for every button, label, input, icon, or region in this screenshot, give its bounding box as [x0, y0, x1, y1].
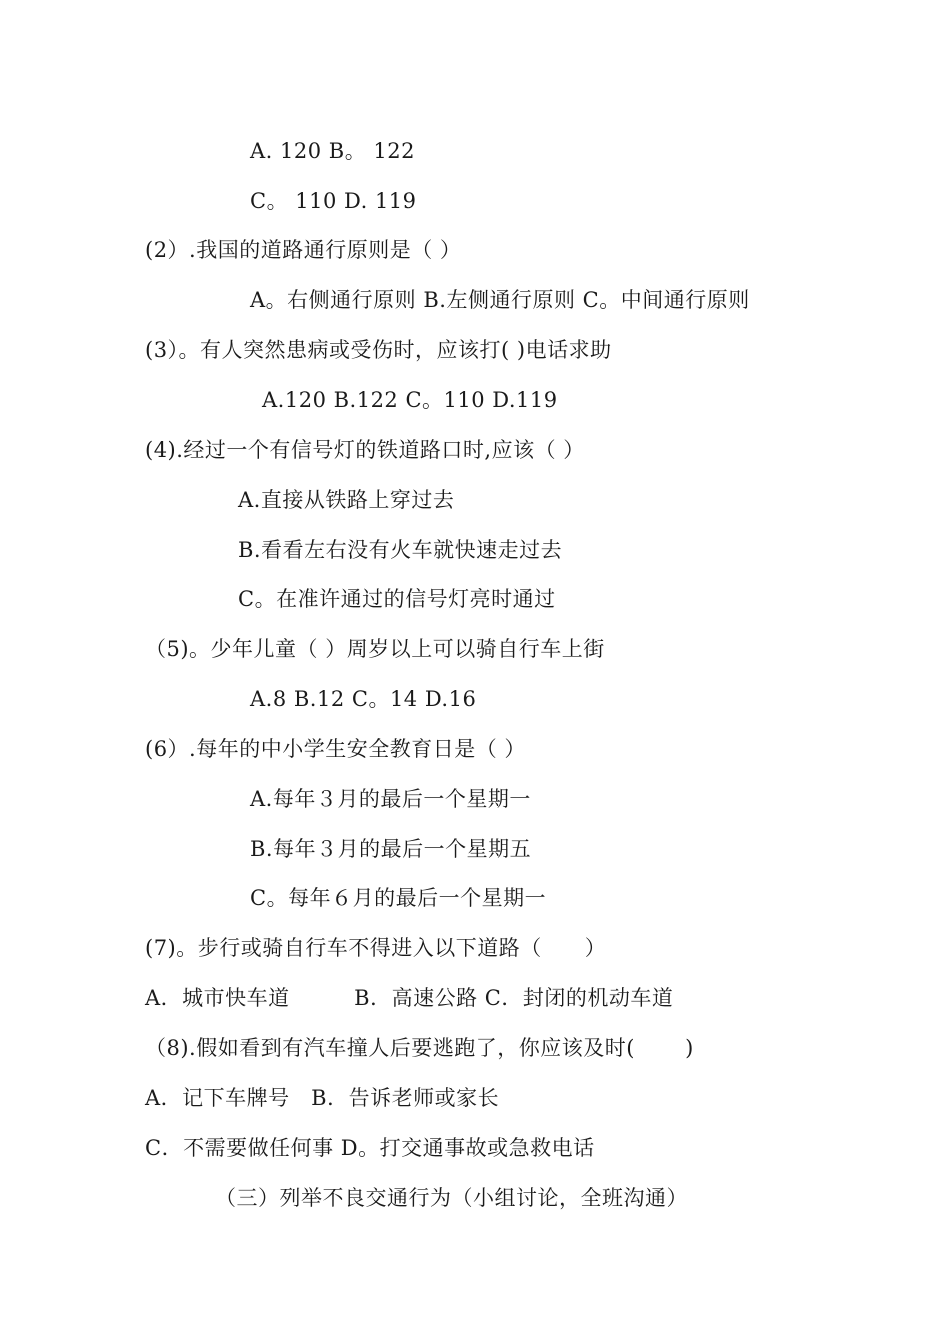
q8-options-ab: A．记下车牌号 B．告诉老师或家长 — [145, 1086, 500, 1110]
question-2: (2）.我国的道路通行原则是（ ） — [145, 238, 462, 262]
q8-options-cd: C．不需要做任何事 D。打交通事故或急救电话 — [145, 1136, 595, 1160]
q5-options: A.8 B.12 C。14 D.16 — [250, 687, 477, 711]
question-4: (4).经过一个有信号灯的铁道路口时,应该（ ） — [145, 438, 585, 462]
q6-option-c: C。每年６月的最后一个星期一 — [250, 886, 547, 910]
section-3-heading: （三）列举不良交通行为（小组讨论，全班沟通） — [215, 1186, 688, 1210]
q4-option-c: C。在准许通过的信号灯亮时通过 — [238, 587, 556, 611]
q6-option-b: B.每年３月的最后一个星期五 — [250, 837, 532, 861]
question-8: （8).假如看到有汽车撞人后要逃跑了，你应该及时( ) — [145, 1036, 694, 1060]
q4-option-b: B.看看左右没有火车就快速走过去 — [238, 538, 563, 562]
question-5: （5)。少年儿童（ ）周岁以上可以骑自行车上街 — [145, 637, 605, 661]
q1-options-ab: A. 120 B。 122 — [250, 139, 415, 163]
question-3: (3）。有人突然患病或受伤时，应该打( )电话求助 — [145, 338, 612, 362]
question-7: (7)。步行或骑自行车不得进入以下道路（ ） — [145, 936, 607, 960]
q2-options: A。右侧通行原则 B.左侧通行原则 C。中间通行原则 — [250, 288, 750, 312]
q4-option-a: A.直接从铁路上穿过去 — [238, 488, 455, 512]
q6-option-a: A.每年３月的最后一个星期一 — [250, 787, 531, 811]
q7-options: A．城市快车道 B．高速公路 C．封闭的机动车道 — [145, 986, 674, 1010]
q1-options-cd: C。 110 D. 119 — [250, 189, 417, 213]
question-6: (6）.每年的中小学生安全教育日是（ ） — [145, 737, 526, 761]
q3-options: A.120 B.122 C。110 D.119 — [262, 388, 558, 412]
